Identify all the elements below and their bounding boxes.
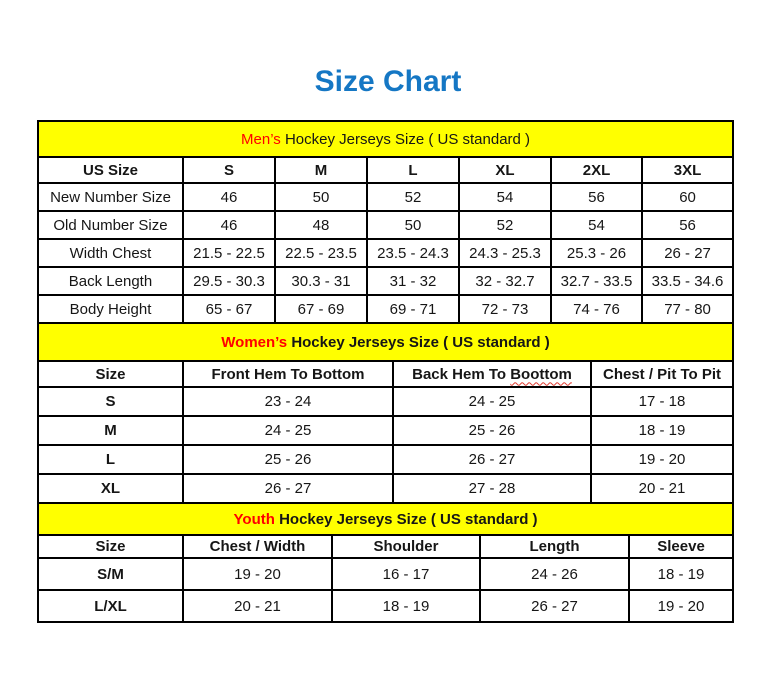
table-cell: 27 - 28 xyxy=(393,474,591,503)
table-cell: 26 - 27 xyxy=(183,474,393,503)
table-cell: 21.5 - 22.5 xyxy=(183,239,275,267)
header-cell: S xyxy=(183,157,275,183)
table-row xyxy=(38,416,733,445)
womens-title-rest: Hockey Jerseys Size ( US standard ) xyxy=(291,333,550,351)
table-cell: 33.5 - 34.6 xyxy=(642,267,733,295)
table-cell: 18 - 19 xyxy=(332,590,480,622)
youth-header-row xyxy=(38,535,733,558)
table-cell: 26 - 27 xyxy=(642,239,733,267)
table-cell: 24 - 25 xyxy=(183,416,393,445)
table-cell: 69 - 71 xyxy=(367,295,459,323)
table-row xyxy=(38,183,733,211)
table-cell: 48 xyxy=(275,211,367,239)
row-label-cell: Back Length xyxy=(38,267,183,295)
womens-size-table xyxy=(37,322,734,504)
mens-section-title-band xyxy=(38,121,733,157)
table-cell: 24.3 - 25.3 xyxy=(459,239,551,267)
table-cell: 74 - 76 xyxy=(551,295,642,323)
table-cell: 32.7 - 33.5 xyxy=(551,267,642,295)
table-cell: 32 - 32.7 xyxy=(459,267,551,295)
header-cell: 2XL xyxy=(551,157,642,183)
row-label-cell: Old Number Size xyxy=(38,211,183,239)
row-label-cell: L/XL xyxy=(38,590,183,622)
table-cell: 30.3 - 31 xyxy=(275,267,367,295)
table-cell: 20 - 21 xyxy=(591,474,733,503)
table-cell: 26 - 27 xyxy=(480,590,629,622)
table-cell: 67 - 69 xyxy=(275,295,367,323)
mens-size-table xyxy=(37,120,734,324)
table-cell: 56 xyxy=(642,211,733,239)
row-label-cell: S xyxy=(38,387,183,416)
tables-container xyxy=(0,120,776,623)
header-cell: Chest / Pit To Pit xyxy=(591,361,733,387)
header-cell: Chest / Width xyxy=(183,535,332,558)
table-cell: 52 xyxy=(367,183,459,211)
header-cell: Sleeve xyxy=(629,535,733,558)
row-label-cell: L xyxy=(38,445,183,474)
table-cell: 46 xyxy=(183,183,275,211)
table-cell: 19 - 20 xyxy=(183,558,332,590)
womens-title-accent: Women’s xyxy=(221,333,288,351)
table-cell: 31 - 32 xyxy=(367,267,459,295)
table-row xyxy=(38,474,733,503)
header-cell: US Size xyxy=(38,157,183,183)
table-cell: 46 xyxy=(183,211,275,239)
table-cell: 50 xyxy=(275,183,367,211)
table-cell: 56 xyxy=(551,183,642,211)
table-cell: 24 - 26 xyxy=(480,558,629,590)
mens-title-rest: Hockey Jerseys Size ( US standard ) xyxy=(284,130,531,148)
row-label-cell: Body Height xyxy=(38,295,183,323)
table-row xyxy=(38,267,733,295)
page-title: Size Chart xyxy=(314,65,462,98)
header-cell: L xyxy=(367,157,459,183)
table-cell: 23 - 24 xyxy=(183,387,393,416)
table-row xyxy=(38,590,733,622)
table-row xyxy=(38,239,733,267)
header-cell: Length xyxy=(480,535,629,558)
table-cell: 54 xyxy=(551,211,642,239)
table-cell: 29.5 - 30.3 xyxy=(183,267,275,295)
table-row xyxy=(38,211,733,239)
table-cell: 54 xyxy=(459,183,551,211)
mens-header-row xyxy=(38,157,733,183)
header-cell: M xyxy=(275,157,367,183)
table-cell: 25 - 26 xyxy=(183,445,393,474)
table-cell: 24 - 25 xyxy=(393,387,591,416)
table-cell: 23.5 - 24.3 xyxy=(367,239,459,267)
table-cell: 26 - 27 xyxy=(393,445,591,474)
table-cell: 25 - 26 xyxy=(393,416,591,445)
table-cell: 72 - 73 xyxy=(459,295,551,323)
youth-title-row xyxy=(38,503,733,535)
youth-size-table xyxy=(37,502,734,623)
mens-title-accent: Men’s xyxy=(241,130,281,148)
table-row xyxy=(38,387,733,416)
header-text: Back Hem To xyxy=(412,365,507,383)
youth-title-accent: Youth xyxy=(233,510,275,528)
womens-title-row xyxy=(38,323,733,361)
header-cell: 3XL xyxy=(642,157,733,183)
row-label-cell: New Number Size xyxy=(38,183,183,211)
youth-section-title-band xyxy=(38,503,733,535)
womens-section-title-band xyxy=(38,323,733,361)
table-cell: 19 - 20 xyxy=(591,445,733,474)
table-row xyxy=(38,295,733,323)
table-cell: 50 xyxy=(367,211,459,239)
row-label-cell: M xyxy=(38,416,183,445)
table-cell: 18 - 19 xyxy=(591,416,733,445)
row-label-cell: S/M xyxy=(38,558,183,590)
mens-title-row xyxy=(38,121,733,157)
table-cell: 65 - 67 xyxy=(183,295,275,323)
table-cell: 18 - 19 xyxy=(629,558,733,590)
header-cell xyxy=(393,361,591,387)
table-cell: 22.5 - 23.5 xyxy=(275,239,367,267)
row-label-cell: XL xyxy=(38,474,183,503)
table-cell: 77 - 80 xyxy=(642,295,733,323)
table-cell: 60 xyxy=(642,183,733,211)
youth-title-rest: Hockey Jerseys Size ( US standard ) xyxy=(279,510,538,528)
womens-header-row xyxy=(38,361,733,387)
table-cell: 52 xyxy=(459,211,551,239)
header-cell: Size xyxy=(38,361,183,387)
misspelled-word: Boottom xyxy=(510,365,572,383)
table-cell: 25.3 - 26 xyxy=(551,239,642,267)
table-cell: 19 - 20 xyxy=(629,590,733,622)
table-cell: 17 - 18 xyxy=(591,387,733,416)
header-cell: XL xyxy=(459,157,551,183)
table-row xyxy=(38,445,733,474)
header-cell: Shoulder xyxy=(332,535,480,558)
table-cell: 20 - 21 xyxy=(183,590,332,622)
table-row xyxy=(38,558,733,590)
header-cell: Size xyxy=(38,535,183,558)
header-cell: Front Hem To Bottom xyxy=(183,361,393,387)
table-cell: 16 - 17 xyxy=(332,558,480,590)
row-label-cell: Width Chest xyxy=(38,239,183,267)
